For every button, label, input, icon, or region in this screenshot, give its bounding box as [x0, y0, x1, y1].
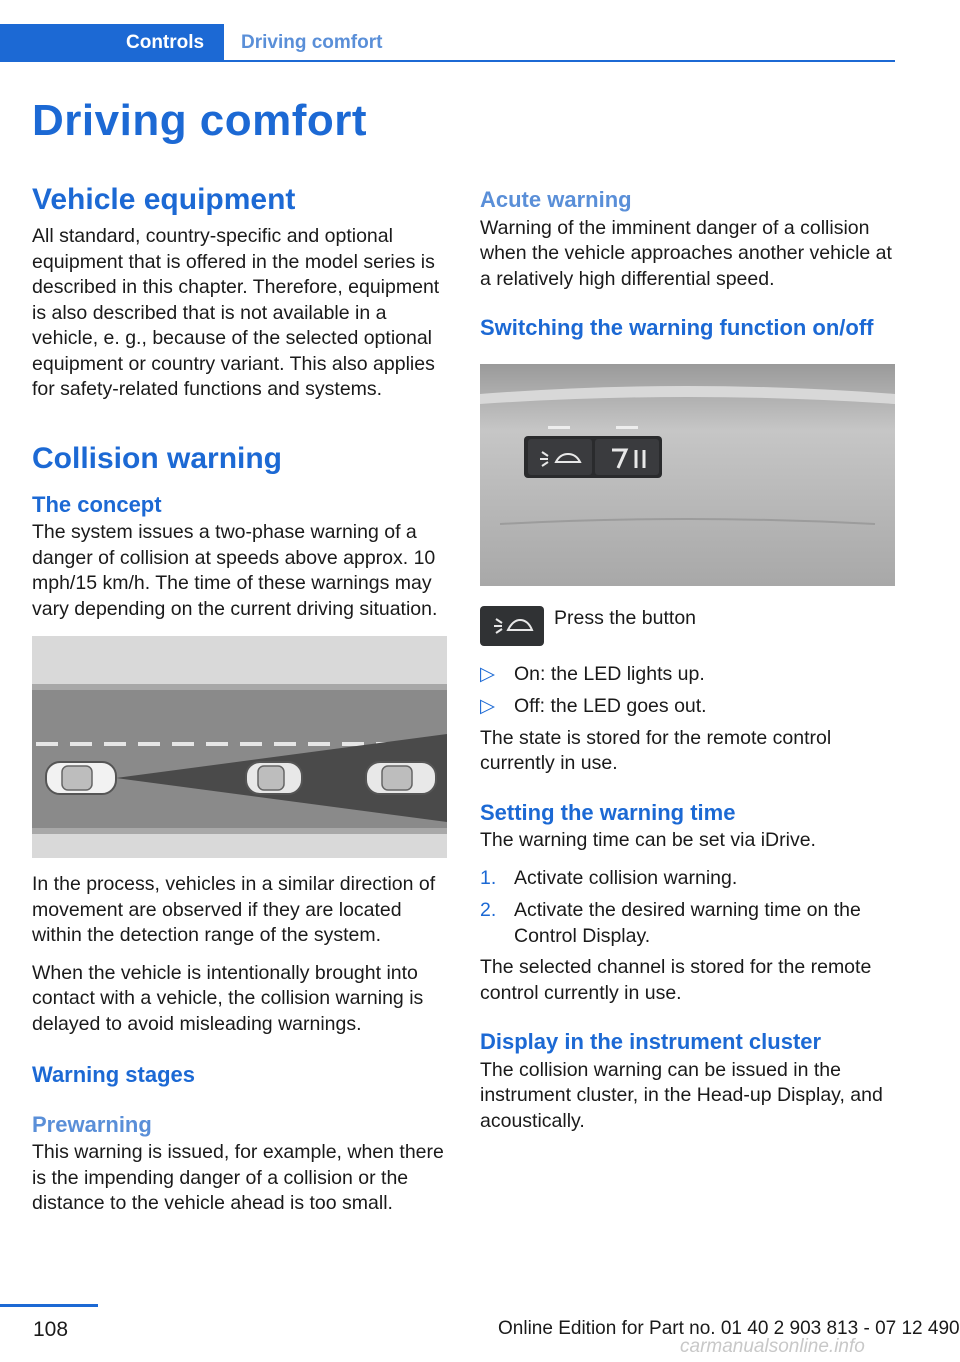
page-title: Driving comfort [32, 96, 368, 145]
collision-detection-illustration [32, 636, 447, 858]
process-text: In the process, vehicles in a similar direction of movement are observed if they are located within the detection range of the system. [32, 873, 436, 946]
footer-accent-line [0, 1304, 98, 1307]
car-far-ahead-icon [366, 762, 436, 794]
left-column [32, 180, 447, 1217]
acute-warning-text: Warning of the imminent danger of a collision when the vehicle approaches another vehicle at a relatively high differential speed. [480, 216, 892, 290]
collision-warning-button-icon [480, 606, 544, 646]
list-item: ▷ Off: the LED goes out. [480, 694, 895, 720]
vehicle-equipment-text: All standard, country-specific and optional equipment that is offered in the model series is described in this chapter. Therefore, equipment is also described that is not available in a vehicle, e. g., because of the selected optional equipment or country variant. This also applies for safety-related functions and systems. [32, 225, 440, 400]
own-car-icon [46, 762, 116, 794]
right-column [480, 180, 895, 1134]
subheading-acute-warning: Acute warning [480, 187, 632, 212]
list-item: ▷ On: the LED lights up. [480, 662, 895, 688]
intentional-contact-text: When the vehicle is intentionally brought into contact with a vehicle, the collision warning is delayed to avoid misleading warnings. [32, 961, 424, 1035]
press-button-row [480, 606, 895, 646]
setting-warning-time-text: The warning time can be set via iDrive. [480, 829, 816, 851]
section-heading-collision-warning: Collision warning [32, 441, 283, 475]
subheading-display-instrument-cluster: Display in the instrument cluster [480, 1029, 822, 1054]
tab-driving-comfort[interactable]: Driving comfort [241, 32, 383, 53]
list-item: 1. Activate collision warning. [480, 866, 738, 889]
subheading-prewarning: Prewarning [32, 1111, 152, 1137]
channel-stored-text: The selected channel is stored for the remote control currently in use. [480, 956, 872, 1004]
roof-console-buttons [480, 364, 895, 586]
press-button-text: Press the button [554, 606, 697, 629]
watermark: carmanualsonline.info [680, 1336, 865, 1357]
subheading-the-concept: The concept [32, 491, 162, 517]
tab-controls[interactable]: Controls [0, 24, 224, 62]
list-item: 2. Activate the desired warning time on the Control Display. [480, 899, 861, 947]
steps-list [480, 866, 895, 950]
button-console-photo [480, 364, 895, 586]
collision-warning-icon [490, 614, 534, 638]
concept-text: The system issues a two-phase warning of a danger of collision at speeds above approx. 10 mph/15 km/h. The time of these warnings may vary depending on the current driving situation. [32, 521, 438, 620]
subheading-warning-stages: Warning stages [32, 1062, 195, 1087]
subheading-setting-warning-time: Setting the warning time [480, 799, 736, 825]
triangle-bullet-icon: ▷ [480, 662, 495, 685]
page-number: 108 [33, 1318, 69, 1341]
triangle-bullet-icon: ▷ [480, 695, 495, 717]
page-header [0, 24, 895, 62]
edition-text: Online Edition for Part no. 01 40 2 903 813 - 07 12 490 [498, 1318, 960, 1339]
subheading-switching-warning: Switching the warning function on/off [480, 315, 874, 340]
display-instrument-text: The collision warning can be issued in the instrument cluster, in the Head-up Display, and acoustically. [480, 1058, 883, 1132]
prewarning-text: This warning is issued, for example, when there is the impending danger of a collision or the distance to the vehicle ahead is too small. [32, 1141, 444, 1214]
car-ahead-icon [246, 762, 302, 794]
led-state-list [480, 662, 895, 720]
section-heading-vehicle-equipment: Vehicle equipment [32, 183, 296, 216]
state-stored-text: The state is stored for the remote control currently in use. [480, 726, 832, 774]
collision-range-diagram [32, 636, 447, 858]
